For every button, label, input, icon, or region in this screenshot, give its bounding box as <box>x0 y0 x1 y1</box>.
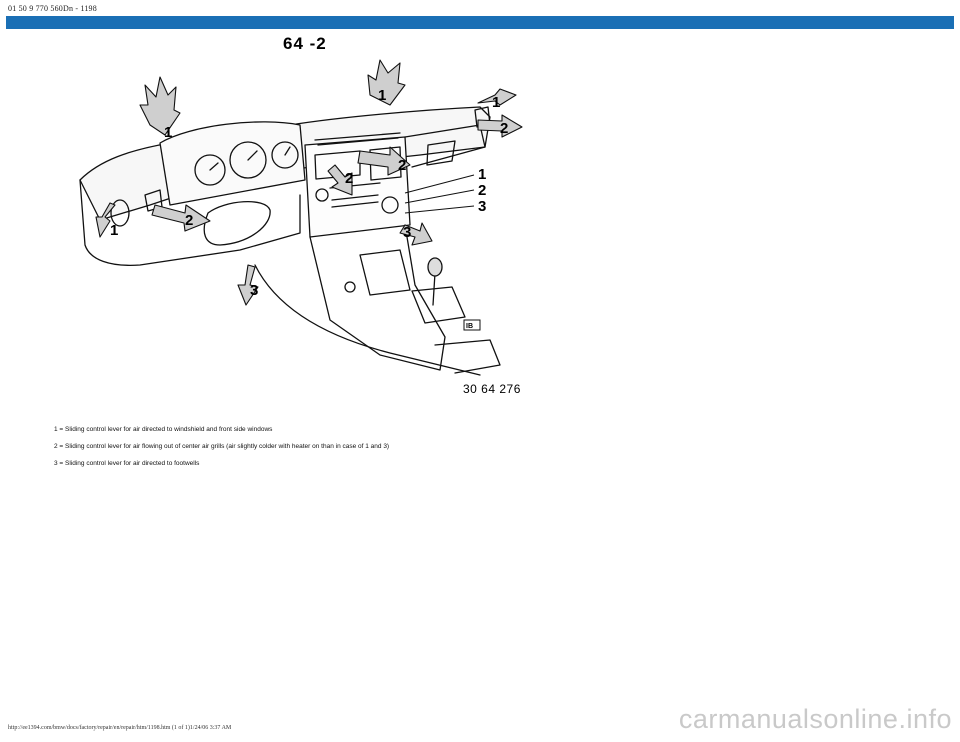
legend-item-3: 3 = Sliding control lever for air directed to footwells <box>54 460 200 467</box>
callout-lever-1: 1 <box>478 166 487 183</box>
callout-1-top: 1 <box>378 87 387 104</box>
dashboard-ventilation-illustration <box>60 55 540 405</box>
callout-3-center: 3 <box>403 224 412 241</box>
legend <box>54 426 554 477</box>
callout-3-left: 3 <box>250 282 259 299</box>
watermark: carmanualsonline.info <box>678 704 952 734</box>
callout-lever-3: 3 <box>478 198 487 215</box>
page-footer-url: http://ee1394.com/bmw/docs/factory/repair/en/repair/htm/1198.htm (1 of 1)1/24/06 3:37 AM <box>8 725 232 731</box>
callout-2-center-right: 2 <box>398 157 407 174</box>
legend-item-1: 1 = Sliding control lever for air directed to windshield and front side windows <box>54 426 273 433</box>
callout-2-left: 2 <box>185 212 194 229</box>
legend-item-2: 2 = Sliding control lever for air flowing out of center air grills (air slightly colder with heater on than in case of 1 and 3) <box>54 443 390 450</box>
lever-leader-lines <box>405 175 474 213</box>
callout-2-right: 2 <box>500 120 509 137</box>
header-bar <box>6 16 954 29</box>
document-reference: 01 50 9 770 560Dn - 1198 <box>8 4 97 13</box>
ib-badge: IB <box>466 323 473 330</box>
callout-lever-2: 2 <box>478 182 487 199</box>
figure-code: 30 64 276 <box>463 382 521 396</box>
callout-1-right: 1 <box>492 94 501 111</box>
callout-1-vent: 1 <box>110 222 119 239</box>
callout-2-center: 2 <box>345 170 354 187</box>
callout-1-left: 1 <box>164 124 173 141</box>
page-number: 64 -2 <box>283 34 327 53</box>
page-header <box>0 0 960 32</box>
dashboard-line-art <box>80 107 500 375</box>
